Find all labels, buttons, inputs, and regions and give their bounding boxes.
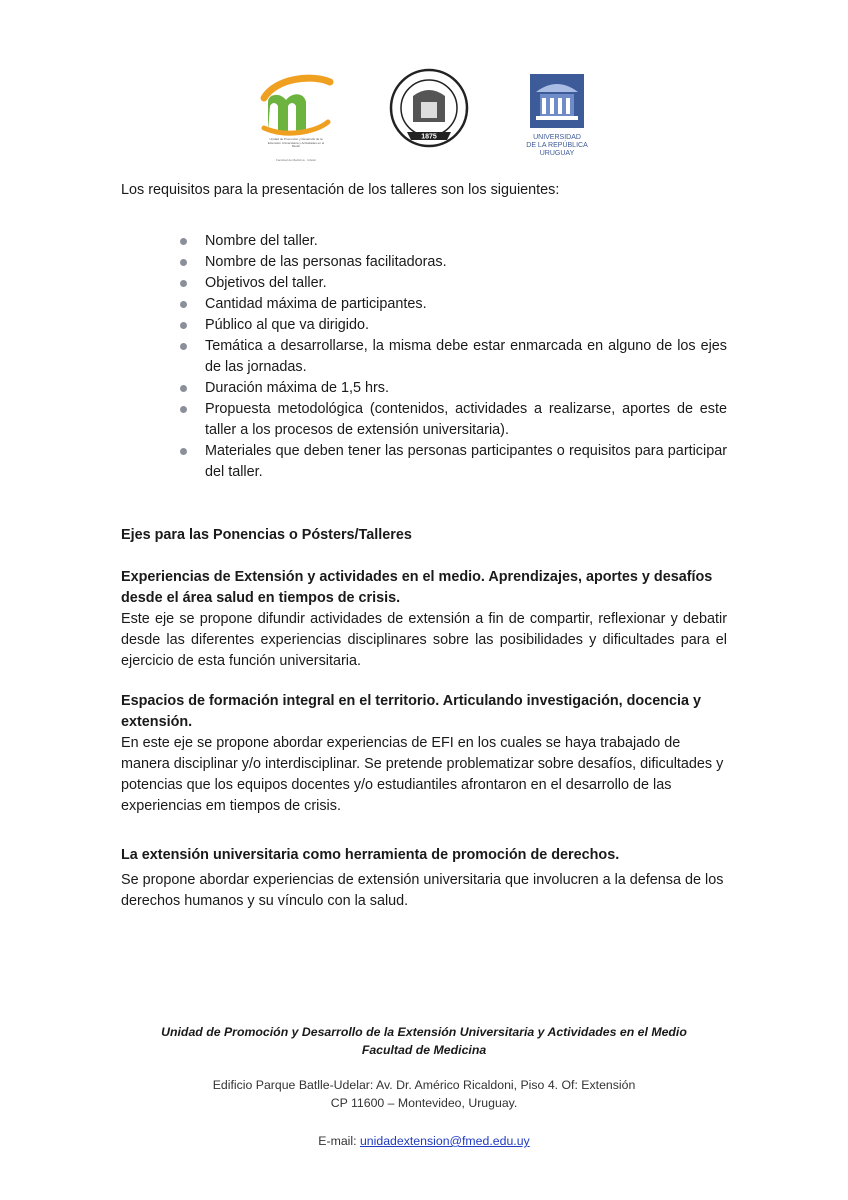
extension-unit-logo-sub: Facultad de Medicina · Udelar [275,158,317,162]
udelar-line-3: URUGUAY [539,150,575,157]
ejes-heading: Ejes para las Ponencias o Pósters/Talleres [121,527,412,543]
list-item-text: Objetivos del taller. [205,275,327,291]
list-item [121,315,727,336]
email-link[interactable]: unidadextension@fmed.edu.uy [359,1134,530,1148]
bullet-icon [180,259,187,266]
udelar-logo-text [522,134,592,158]
udelar-line-2: DE LA REPÚBLICA [526,142,588,149]
list-item [121,378,727,399]
list-item [121,231,727,252]
list-item [121,252,727,273]
bullet-icon [180,238,187,245]
list-item-text: Duración máxima de 1,5 hrs. [205,380,389,396]
list-item-text: Público al que va dirigido. [205,317,369,333]
eje-1-title: Experiencias de Extensión y actividades en el medio. Aprendizajes, aportes y desafíos desde el área salud en tiempos de crisis. [121,569,713,606]
bullet-icon [180,322,187,329]
bullet-icon [180,280,187,287]
bullet-icon [180,385,187,392]
footer-email [0,1132,848,1150]
extension-unit-logo [256,72,336,160]
list-item [121,273,727,294]
list-item-text: Temática a desarrollarse, la misma debe estar enmarcada en alguno de los ejes de las jornadas. [205,338,727,375]
list-item [121,399,727,441]
footer-unit-name: Unidad de Promoción y Desarrollo de la Extensión Universitaria y Actividades en el Medio [161,1025,687,1039]
eje-3-title: La extensión universitaria como herramienta de promoción de derechos. [121,847,620,863]
bullet-icon [180,406,187,413]
footer-faculty-name: Facultad de Medicina [361,1043,487,1057]
bullet-icon [180,343,187,350]
footer-address: Edificio Parque Batlle-Udelar: Av. Dr. Américo Ricaldoni, Piso 4. Of: Extensión [212,1078,636,1092]
list-item-text: Propuesta metodológica (contenidos, actividades a realizarse, aportes de este taller a los procesos de extensión universitaria). [205,401,727,438]
header-logos [0,66,848,166]
extension-unit-logo-caption: Unidad de Promoción y Desarrollo de la Extensión Universitaria y Actividades en el Medio [267,137,325,148]
list-item [121,294,727,315]
eje-3-text: Se propone abordar experiencias de extensión universitaria que involucren a la defensa de los derechos humanos y su vínculo con la salud. [121,872,724,909]
eje-2-text: En este eje se propone abordar experiencias de EFI en los cuales se haya trabajado de manera disciplinar y/o interdisciplinar. Se pretende problematizar sobre desafíos, dificultades y potencias que los equipos docentes y/o estudiantiles afrontaron en el desarrollo de las experiencias em tiempos de crisis. [121,735,724,814]
list-item-text: Cantidad máxima de participantes. [205,296,427,312]
udelar-logo [522,70,592,162]
requirements-list [121,231,727,483]
bullet-icon [180,448,187,455]
udelar-line-1: UNIVERSIDAD [533,134,581,141]
eje-1-text: Este eje se propone difundir actividades de extensión a fin de compartir, reflexionar y debatir desde las diferentes experiencias disciplinares sobre las posibilidades y dificultades para el ejercicio de esta función universitaria. [121,611,727,669]
faculty-seal-year: 1875 [421,133,437,141]
list-item [121,336,727,378]
faculty-seal-logo [387,66,471,156]
eje-2-title: Espacios de formación integral en el territorio. Articulando investigación, docencia y extensión. [121,693,702,730]
bullet-icon [180,301,187,308]
list-item [121,441,727,483]
requirements-intro: Los requisitos para la presentación de los talleres son los siguientes: [121,182,560,198]
footer-email-label: E-mail: [318,1134,360,1148]
list-item-text: Nombre de las personas facilitadoras. [205,254,447,270]
list-item-text: Nombre del taller. [205,233,318,249]
list-item-text: Materiales que deben tener las personas participantes o requisitos para participar del taller. [205,443,727,480]
footer-postal-code: CP 11600 – Montevideo, Uruguay. [330,1096,518,1110]
